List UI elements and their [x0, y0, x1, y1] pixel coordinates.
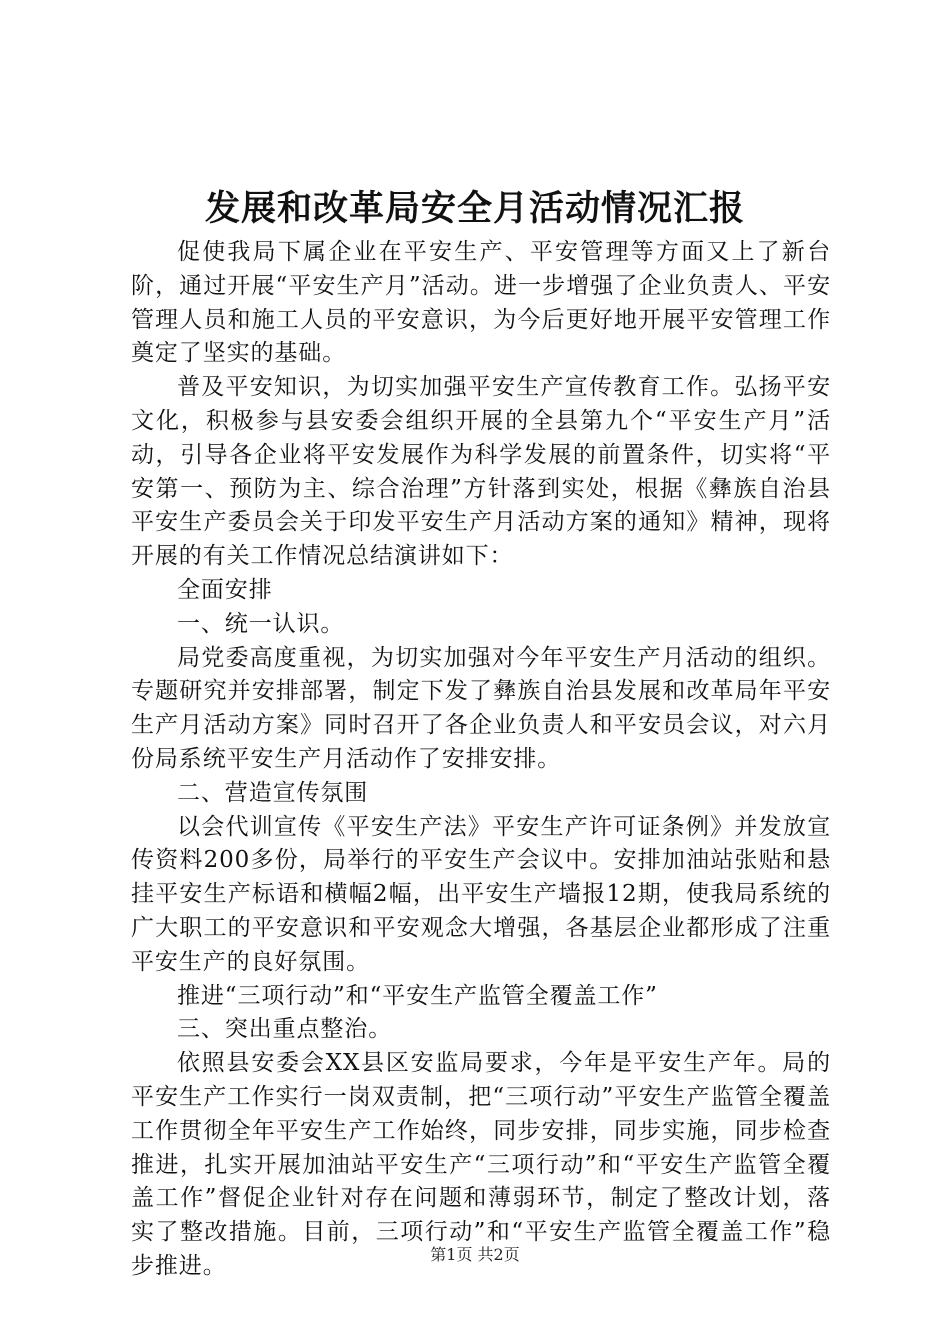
paragraph-background: 普及平安知识，为切实加强平安生产宣传教育工作。弘扬平安文化，积极参与县安委会组织开展的全县第九个“平安生产月”活动，引导各企业将平安发展作为科学发展的前置条件，切实将“平安第一、预防为主、综合治理”方针落到实处，根据《彝族自治县平安生产委员会关于印发平安生产月活动方案的通知》精神，现将开展的有关工作情况总结演讲如下：	[131, 374, 831, 570]
paragraph-intro: 促使我局下属企业在平安生产、平安管理等方面又上了新台阶，通过开展“平安生产月”活动。进一步增强了企业负责人、平安管理人员和施工人员的平安意识，为今后更好地开展平安管理工作奠定了坚实的基础。	[131, 239, 831, 367]
section-heading-unify-understanding: 一、统一认识。	[177, 610, 345, 637]
section-heading-three-actions: 推进“三项行动”和“平安生产监管全覆盖工作”	[177, 982, 658, 1009]
document-body	[131, 236, 831, 1284]
section-heading-publicity: 二、营造宣传氛围	[177, 779, 369, 806]
section-heading-key-rectification: 三、突出重点整治。	[177, 1016, 393, 1043]
page-number-footer: 第1页 共2页	[430, 1245, 520, 1264]
paragraph-publicity: 以会代训宣传《平安生产法》平安生产许可证条例》并发放宣传资料200多份，局举行的平安生产会议中。安排加油站张贴和悬挂平安生产标语和横幅2幅，出平安生产墙报12期，使我局系统的广大职工的平安意识和平安观念大增强，各基层企业都形成了注重平安生产的良好氛围。	[131, 813, 831, 975]
paragraph-party-committee: 局党委高度重视，为切实加强对今年平安生产月活动的组织。专题研究并安排部署，制定下发了彝族自治县发展和改革局年平安生产月活动方案》同时召开了各企业负责人和平安员会议，对六月份局系统平安生产月活动作了安排安排。	[131, 644, 831, 772]
paragraph-rectification: 依照县安委会XX县区安监局要求，今年是平安生产年。局的平安生产工作实行一岗双责制，把“三项行动”平安生产监管全覆盖工作贯彻全年平安生产工作始终，同步安排，同步实施，同步检查推进，扎实开展加油站平安生产“三项行动”和“平安生产监管全覆盖工作”督促企业针对存在问题和薄弱环节，制定了整改计划，落实了整改措施。目前，三项行动”和“平安生产监管全覆盖工作”稳步推进。	[131, 1050, 831, 1279]
document-title: 发展和改革局安全月活动情况汇报	[204, 188, 745, 229]
section-heading-overall-arrangement: 全面安排	[177, 576, 273, 603]
